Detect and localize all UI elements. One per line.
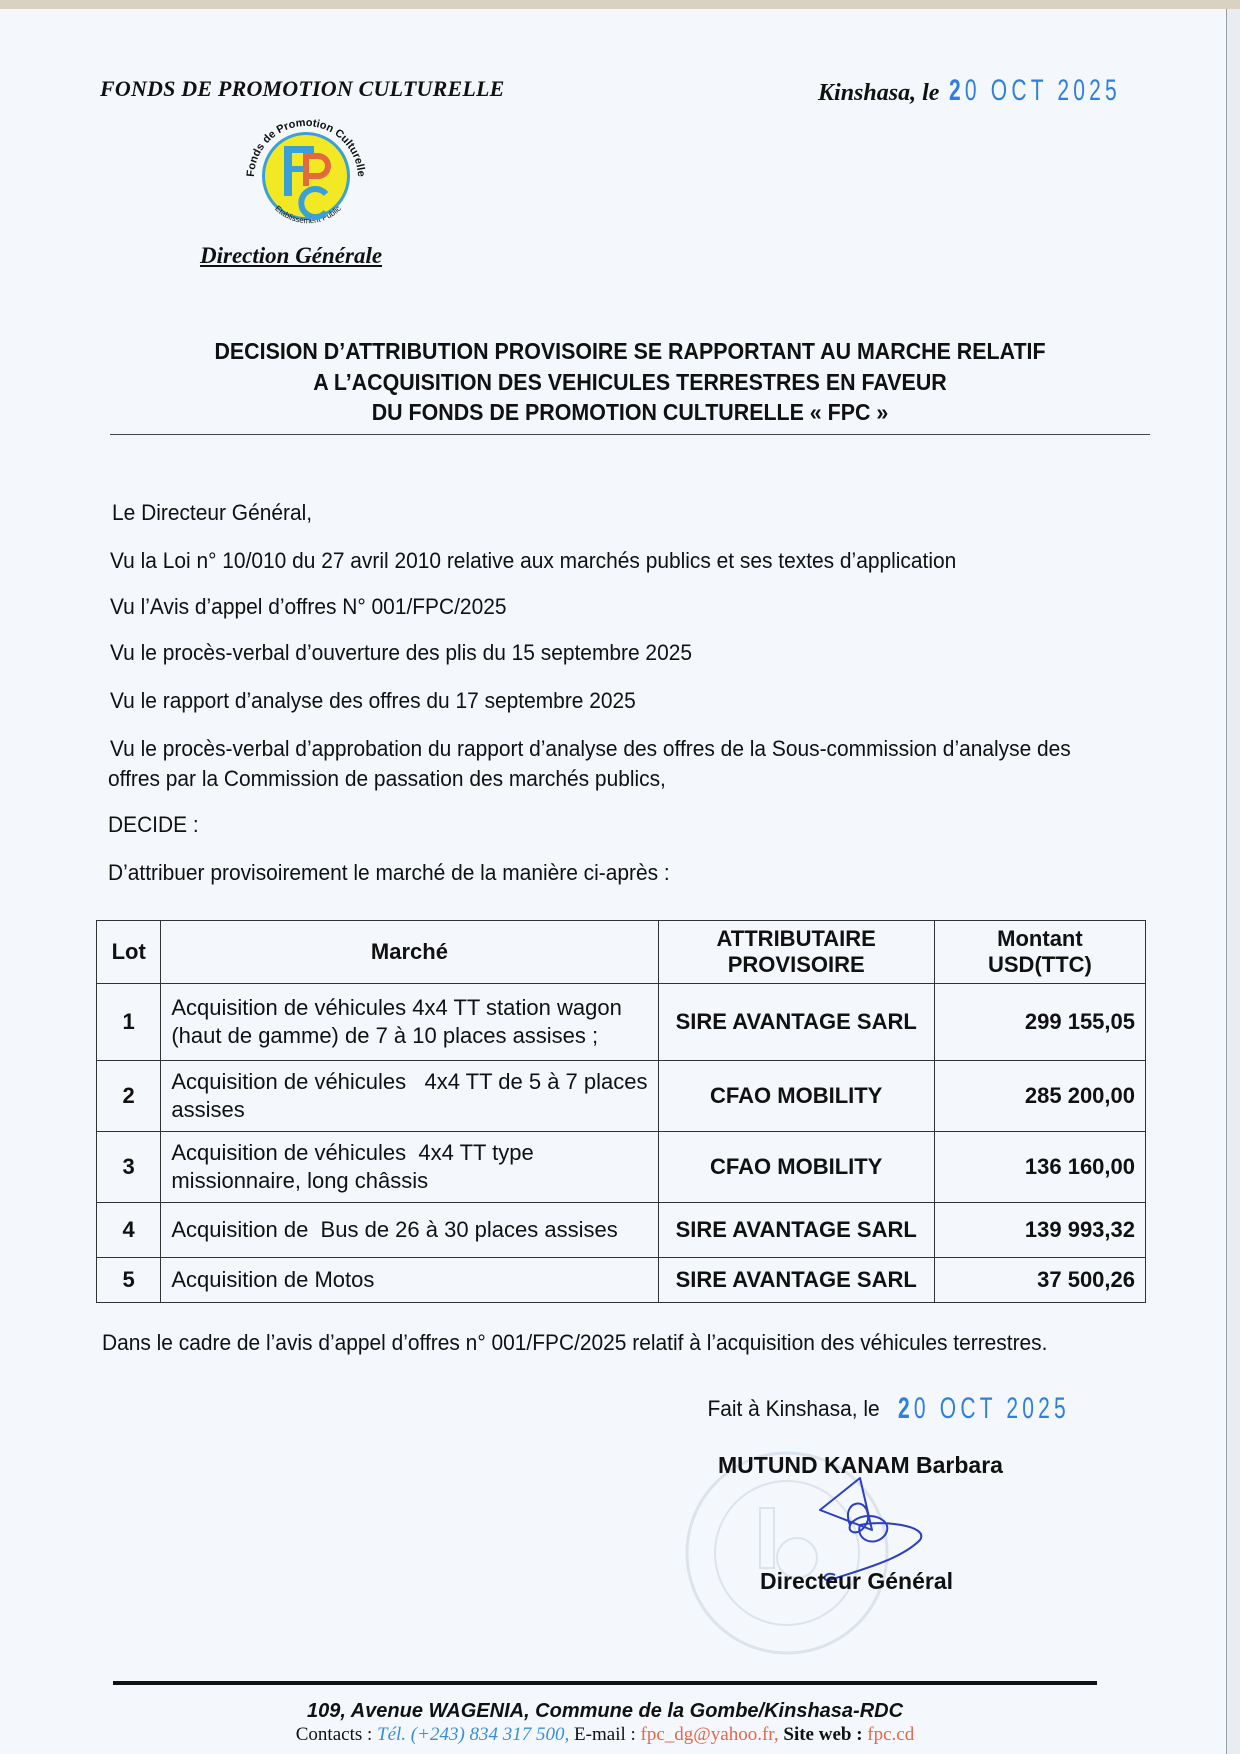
marche-line: Acquisition de Motos — [171, 1267, 375, 1292]
cell-lot: 1 — [97, 984, 161, 1061]
marche-line: Acquisition de Bus de 26 à 30 places assises — [171, 1217, 618, 1242]
stamp-year: 2025 — [1057, 74, 1122, 107]
scan-top-edge — [0, 0, 1240, 9]
title-line: DECISION D’ATTRIBUTION PROVISOIRE SE RAPPORTANT AU MARCHE RELATIF — [214, 338, 1046, 364]
cell-attributaire: SIRE AVANTAGE SARL — [658, 1258, 934, 1303]
header-attributaire-line2: PROVISOIRE — [727, 952, 865, 977]
document-title — [146, 336, 1113, 428]
cell-montant: 299 155,05 — [934, 984, 1145, 1061]
cell-lot: 4 — [97, 1203, 161, 1258]
cell-attributaire: CFAO MOBILITY — [658, 1132, 934, 1203]
attribution-table — [96, 920, 1146, 1303]
title-line: DU FONDS DE PROMOTION CULTURELLE « FPC » — [371, 399, 889, 425]
cell-marche — [161, 1132, 658, 1203]
cell-montant: 136 160,00 — [934, 1132, 1145, 1203]
logo-bottom-text: Etablissement Public — [273, 203, 343, 226]
stamp-month: OCT — [991, 74, 1048, 107]
header-attributaire-line1: ATTRIBUTAIRE — [716, 926, 876, 951]
cell-lot: 3 — [97, 1132, 161, 1203]
consideration-line: Vu le rapport d’analyse des offres du 17 septembre 2025 — [110, 688, 636, 713]
place-prefix: Kinshasa, le — [818, 80, 940, 106]
table-row — [97, 1132, 1146, 1203]
cell-lot: 5 — [97, 1258, 161, 1303]
email-link[interactable]: fpc_dg@yahoo.fr, — [640, 1724, 779, 1745]
website-link[interactable]: fpc.cd — [867, 1724, 915, 1745]
cell-montant: 285 200,00 — [934, 1061, 1145, 1132]
header-place-date — [818, 74, 1195, 108]
website-label: Site web : — [783, 1724, 863, 1745]
attribution-intro: D’attribuer provisoirement le marché de la manière ci-après : — [108, 860, 670, 885]
table-row — [97, 984, 1146, 1061]
consideration-line: Vu la Loi n° 10/010 du 27 avril 2010 relative aux marchés publics et ses textes d’application — [110, 548, 957, 573]
closing-context: Dans le cadre de l’avis d’appel d’offres n° 001/FPC/2025 relatif à l’acquisition des véhicules terrestres. — [102, 1330, 1048, 1355]
marche-line: assises — [171, 1097, 245, 1122]
title-divider — [110, 434, 1150, 435]
consideration-line: offres par la Commission de passation des marchés publics, — [108, 766, 666, 791]
cell-marche — [161, 1203, 658, 1258]
consideration-line: Vu l’Avis d’appel d’offres N° 001/FPC/2025 — [110, 594, 507, 619]
cell-attributaire: CFAO MOBILITY — [658, 1061, 934, 1132]
signer-title: Directeur Général — [760, 1568, 954, 1594]
scan-right-edge — [1226, 9, 1240, 1754]
organization-name: FONDS DE PROMOTION CULTURELLE — [100, 76, 505, 101]
table-row — [97, 1061, 1146, 1132]
cell-marche — [161, 1061, 658, 1132]
date-stamp — [898, 1392, 1070, 1426]
cell-montant: 37 500,26 — [934, 1258, 1145, 1303]
logo-top-text: Fonds de Promotion Culturelle — [244, 116, 368, 178]
contacts-label: Contacts : — [295, 1724, 373, 1745]
stamp-day-second: 0 — [965, 74, 982, 107]
consideration-line: Vu le procès-verbal d’ouverture des plis du 15 septembre 2025 — [110, 640, 692, 665]
cell-lot: 2 — [97, 1061, 161, 1132]
cell-attributaire: SIRE AVANTAGE SARL — [658, 984, 934, 1061]
signer-name: MUTUND KANAM Barbara — [718, 1452, 1003, 1478]
table-row — [97, 1203, 1146, 1258]
cell-montant: 139 993,32 — [934, 1203, 1145, 1258]
header-montant: Montant USD(TTC) — [934, 921, 1145, 984]
footer-divider — [113, 1681, 1097, 1685]
date-stamp — [949, 74, 1121, 108]
stamp-day-first: 2 — [949, 74, 966, 107]
marche-line: Acquisition de véhicules 4x4 TT type — [171, 1140, 534, 1165]
cell-marche — [161, 1258, 658, 1303]
cell-marche — [161, 984, 658, 1061]
footer-address: 109, Avenue WAGENIA, Commune de la Gombe/Kinshasa-RDC — [306, 1700, 904, 1722]
stamp-month: OCT — [940, 1392, 997, 1425]
signature-place-date — [701, 1392, 1144, 1426]
salutation: Le Directeur Général, — [112, 500, 313, 525]
footer-contacts — [113, 1724, 1097, 1746]
fpc-logo — [236, 108, 376, 238]
stamp-day-first: 2 — [898, 1392, 915, 1425]
header-attributaire — [658, 921, 934, 984]
marche-line: Acquisition de véhicules 4x4 TT de 5 à 7 places — [171, 1069, 648, 1094]
fait-prefix: Fait à Kinshasa, le — [707, 1396, 880, 1421]
marche-line: Acquisition de véhicules 4x4 TT station wagon — [171, 995, 622, 1020]
title-line: A L’ACQUISITION DES VEHICULES TERRESTRES EN FAVEUR — [313, 368, 947, 395]
table-row — [97, 1258, 1146, 1303]
email-label: E-mail : — [574, 1724, 636, 1745]
direction-generale-label: Direction Générale — [200, 243, 383, 268]
marche-line: (haut de gamme) de 7 à 10 places assises ; — [171, 1023, 599, 1048]
phone-link[interactable]: Tél. (+243) 834 317 500, — [377, 1724, 570, 1745]
header-lot: Lot — [97, 921, 161, 984]
stamp-day-second: 0 — [914, 1392, 931, 1425]
header-marche: Marché — [161, 921, 658, 984]
table-header-row — [97, 921, 1146, 984]
decide-label: DECIDE : — [108, 812, 199, 837]
cell-attributaire: SIRE AVANTAGE SARL — [658, 1203, 934, 1258]
stamp-year: 2025 — [1006, 1392, 1071, 1425]
marche-line: missionnaire, long châssis — [171, 1168, 429, 1193]
consideration-line: Vu le procès-verbal d’approbation du rapport d’analyse des offres de la Sous-commission d’analyse des — [110, 736, 1071, 761]
